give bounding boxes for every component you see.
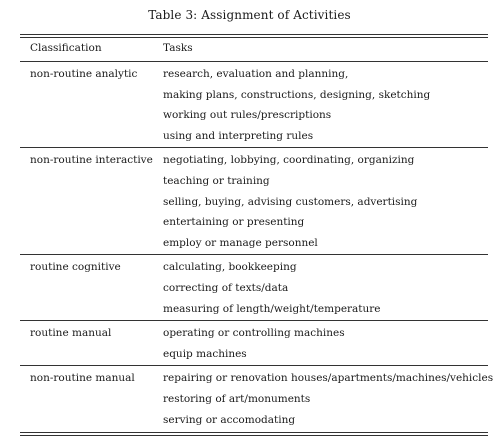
top-double-rule [20,34,488,38]
group-divider [20,147,488,148]
header-rule [20,61,488,62]
classification-cell: non-routine analytic [30,68,138,80]
task-cell: research, evaluation and planning, [163,68,349,80]
classification-cell: routine cognitive [30,261,121,274]
classification-cell: non-routine interactive [30,154,153,167]
task-cell: entertaining or presenting [163,216,305,229]
task-cell: teaching or training [163,175,270,187]
group-divider [20,365,488,366]
task-cell: making plans, constructions, designing, sketching [163,88,431,101]
group-divider [20,320,488,321]
classification-cell: non-routine manual [30,372,135,385]
task-cell: correcting of texts/data [163,282,289,294]
task-cell: negotiating, lobbying, coordinating, organizing [163,154,415,167]
task-cell: equip machines [163,347,247,360]
task-cell: serving or accomodating [163,413,296,426]
classification-cell: routine manual [30,327,112,340]
task-cell: working out rules/prescriptions [163,109,332,122]
task-cell: employ or manage personnel [163,236,318,249]
bottom-double-rule [20,432,488,436]
task-cell: repairing or renovation houses/apartments/machines/vehicles [163,372,494,385]
task-cell: operating or controlling machines [163,327,345,340]
task-cell: restoring of art/monuments [163,393,311,405]
task-cell: using and interpreting rules [163,129,314,142]
task-cell: calculating, bookkeeping [163,261,297,274]
table-caption: Table 3: Assignment of Activities [148,8,351,22]
group-divider [20,254,488,255]
header-tasks: Tasks [163,42,193,54]
header-classification: Classification [30,42,102,54]
task-cell: measuring of length/weight/temperature [163,302,381,315]
task-cell: selling, buying, advising customers, advertising [163,195,418,208]
